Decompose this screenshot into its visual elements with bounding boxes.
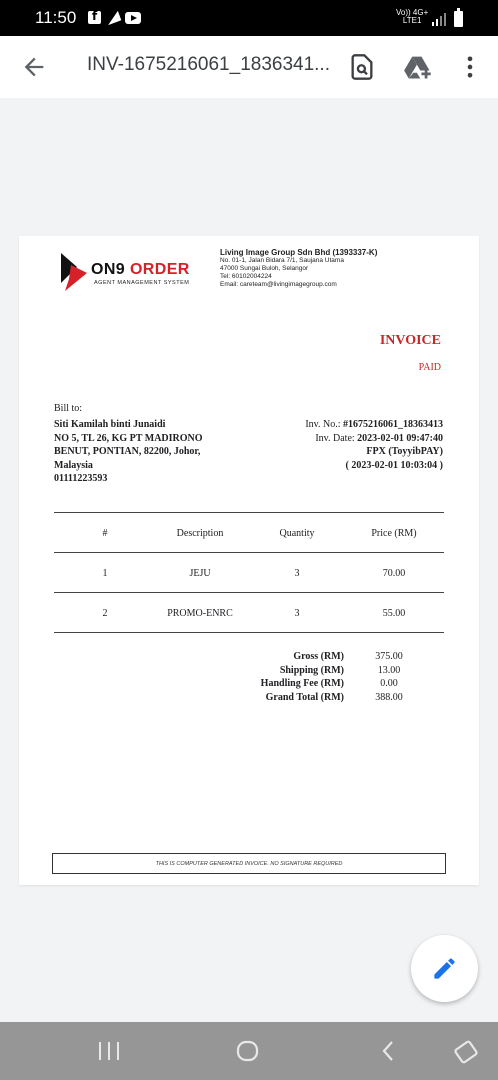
payment-status: PAID [418, 362, 441, 373]
notification-icons [88, 11, 141, 24]
document-title: INV-1675216061_1836341... [87, 54, 330, 75]
invoice-heading: INVOICE [379, 333, 441, 348]
invoice-meta: Inv. No.: #1675216061_18363413 Inv. Date: 2023-02-01 09:47:40 FPX (ToyyibPAY) ( 2023-02-01 10:03:04 ) [305, 419, 443, 471]
recent-apps-icon[interactable] [96, 1038, 122, 1064]
edit-fab[interactable] [411, 935, 478, 1002]
status-bar [0, 0, 498, 36]
edit-pencil-icon [431, 955, 458, 982]
logo-mark-icon [57, 251, 91, 291]
back-arrow-icon[interactable] [20, 53, 48, 81]
back-icon[interactable] [376, 1038, 402, 1064]
clock: 11:50 [35, 8, 77, 27]
table-row: 2 PROMO-ENRC 3 55.00 [102, 608, 406, 619]
telegram-icon [105, 10, 122, 24]
invoice-page [19, 236, 479, 885]
totals-labels: Gross (RM) Shipping (RM) Handling Fee (RM) Grand Total (RM) [260, 651, 344, 703]
home-icon[interactable] [235, 1038, 261, 1064]
rotate-icon[interactable] [452, 1038, 478, 1064]
system-nav-bar [0, 1022, 498, 1080]
drive-add-icon[interactable] [403, 53, 431, 81]
bill-to-address: Siti Kamilah binti Junaidi NO 5, TL 26, KG PT MADIRONO BENUT, PONTIAN, 82200, Johor, Malaysia 01111223593 [54, 419, 203, 484]
bill-to-label: Bill to: [54, 403, 83, 414]
table-header: # Description Quantity Price (RM) [102, 528, 417, 539]
network-indicator: Vo)) 4G+ LTE1 [396, 8, 429, 25]
battery-icon [454, 11, 463, 27]
logo-tagline: AGENT MANAGEMENT SYSTEM [94, 280, 190, 286]
totals-values: 375.00 13.00 0.00 388.00 [375, 651, 403, 703]
company-logo [57, 251, 197, 293]
signal-icon [432, 12, 446, 26]
more-vert-icon[interactable] [456, 53, 484, 81]
youtube-icon [125, 12, 141, 24]
table-row: 1 JEJU 3 70.00 [102, 568, 406, 579]
facebook-icon [88, 11, 101, 24]
logo-brand: ON9 ORDER [91, 261, 190, 278]
app-bar [0, 36, 498, 98]
items-table [54, 512, 444, 633]
footer-note: THIS IS COMPUTER GENERATED INVOICE. NO SIGNATURE REQUIRED [52, 853, 446, 874]
company-info: Living Image Group Sdn Bhd (1393337-K) No. 01-1, Jalan Bidara 7/1, Saujana Utama 47000 Sungai Buloh, Selangor Tel: 60102004224 Email: careteam@livingimagegroup.com [220, 248, 378, 288]
find-in-page-icon[interactable] [348, 53, 376, 81]
